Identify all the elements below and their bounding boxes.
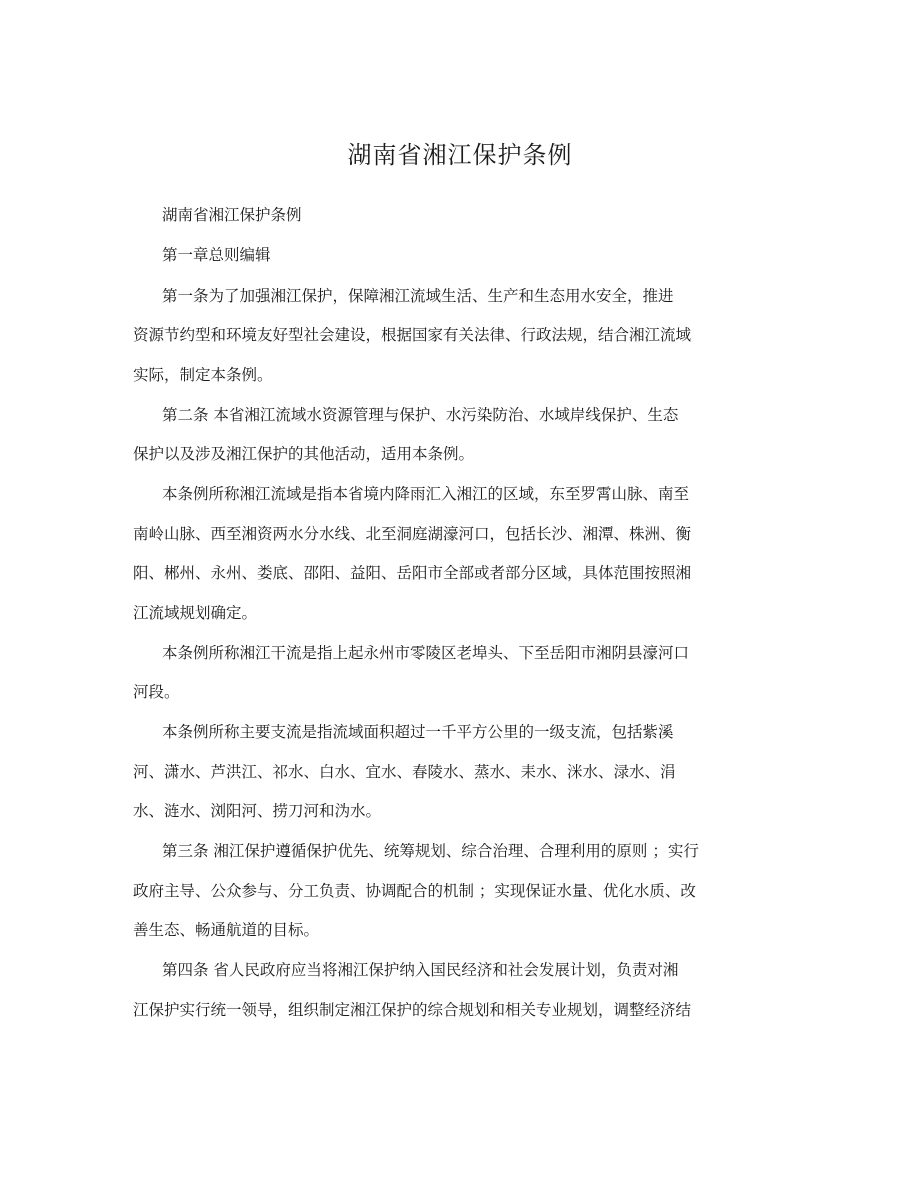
chapter-heading: 第一章总则编辑 (162, 246, 271, 264)
basin-def-line-1: 本条例所称湘江流域是指本省境内降雨汇入湘江的区域，东至罗霄山脉、南至 (162, 485, 690, 503)
article-3-line-2: 政府主导、公众参与、分工负责、协调配合的机制 ；实现保证水量、优化水质、改 (133, 882, 696, 900)
article-2-line-1: 第二条 本省湘江流域水资源管理与保护、水污染防治、水域岸线保护、生态 (162, 406, 679, 424)
basin-def-line-2: 南岭山脉、西至湘资两水分水线、北至洞庭湖濠河口，包括长沙、湘潭、株洲、衡 (133, 525, 692, 543)
subtitle-line: 湖南省湘江保护条例 (162, 206, 302, 224)
article-1-line-1: 第一条为了加强湘江保护，保障湘江流域生活、生产和生态用水安全，推进 (162, 287, 674, 305)
article-3-line-1: 第三条 湘江保护遵循保护优先、统筹规划、综合治理、合理利用的原则 ；实行 (162, 842, 699, 860)
article-3-line-3: 善生态、畅通航道的目标。 (133, 921, 320, 939)
article-4-line-1: 第四条 省人民政府应当将湘江保护纳入国民经济和社会发展计划，负责对湘 (162, 961, 679, 979)
document-title: 湖南省湘江保护条例 (347, 141, 573, 169)
article-1-line-3: 实际，制定本条例。 (133, 366, 273, 384)
tributary-def-line-1: 本条例所称主要支流是指流域面积超过一千平方公里的一级支流，包括紫溪 (162, 723, 674, 741)
tributary-def-line-3: 水、涟水、浏阳河、捞刀河和沩水。 (133, 802, 382, 820)
basin-def-line-3: 阳、郴州、永州、娄底、邵阳、益阳、岳阳市全部或者部分区域，具体范围按照湘 (133, 564, 692, 582)
article-2-line-2: 保护以及涉及湘江保护的其他活动，适用本条例。 (133, 445, 475, 463)
basin-def-line-4: 江流域规划确定。 (133, 604, 258, 622)
tributary-def-line-2: 河、潇水、芦洪江、祁水、白水、宜水、春陵水、蒸水、耒水、洣水、渌水、涓 (133, 763, 676, 781)
article-1-line-2: 资源节约型和环境友好型社会建设，根据国家有关法律、行政法规，结合湘江流域 (133, 326, 692, 344)
mainstream-def-line-1: 本条例所称湘江干流是指上起永州市零陵区老埠头、下至岳阳市湘阴县濠河口 (162, 644, 690, 662)
mainstream-def-line-2: 河段。 (133, 683, 180, 701)
article-4-line-2: 江保护实行统一领导，组织制定湘江保护的综合规划和相关专业规划，调整经济结 (133, 1001, 692, 1019)
